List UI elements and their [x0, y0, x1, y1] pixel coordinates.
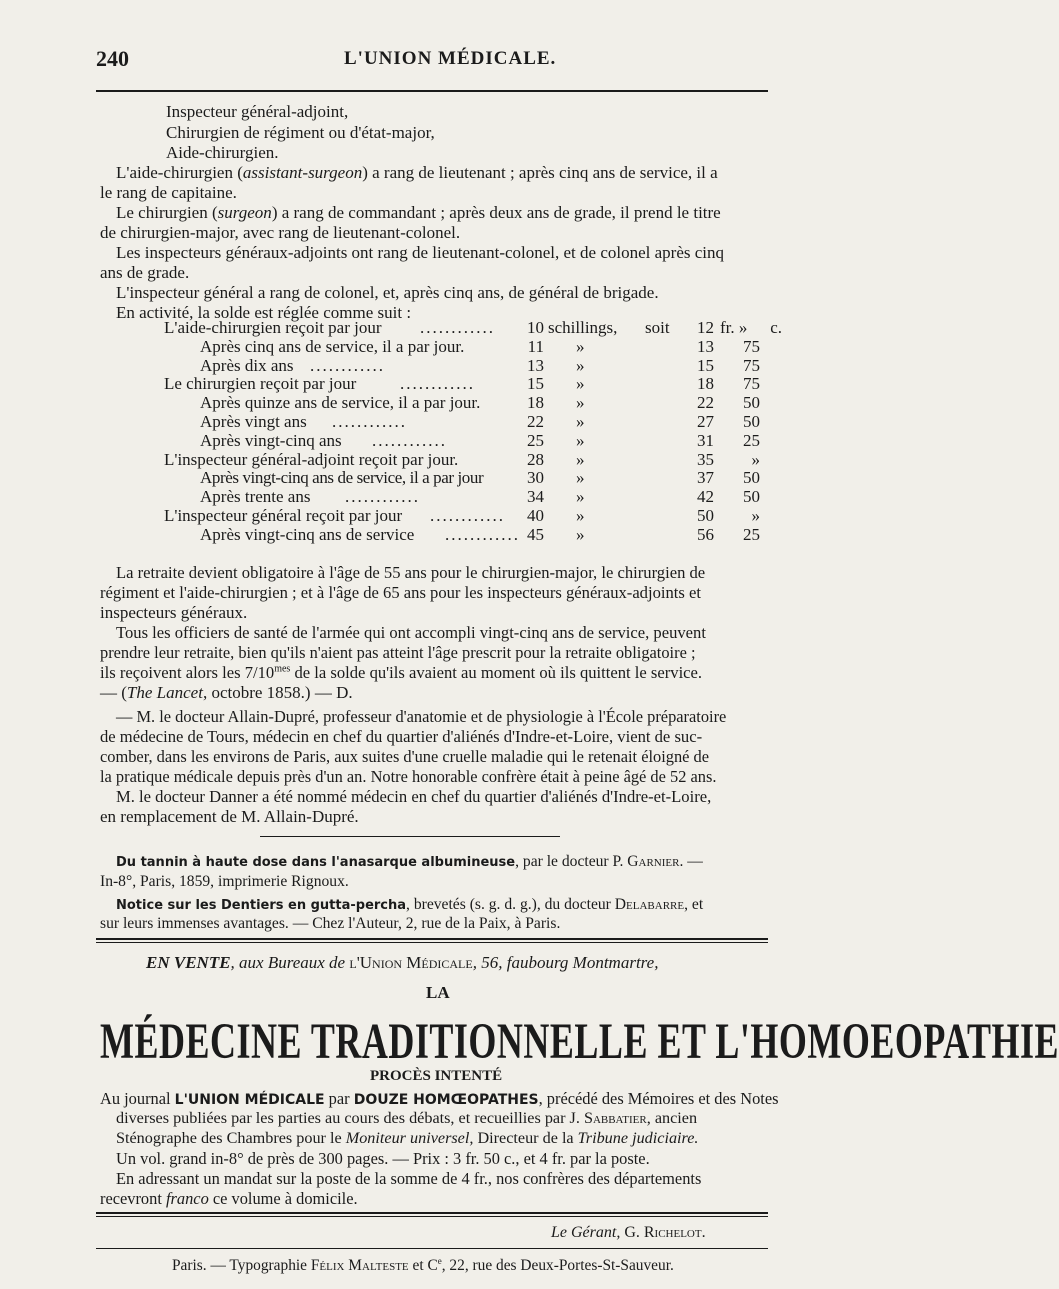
shillings-value: 34	[527, 487, 544, 507]
text-line: En activité, la solde est réglée comme suit :	[116, 303, 412, 322]
text-line: en remplacement de M. Allain-Dupré.	[100, 807, 359, 826]
francs-value: 12	[697, 318, 714, 337]
pay-row	[100, 431, 760, 450]
footer-rule	[96, 1248, 768, 1249]
text-line: In-8°, Paris, 1859, imprimerie Rignoux.	[100, 873, 349, 890]
francs-value: 31	[697, 430, 714, 450]
pay-row-label: Après cinq ans de service, il a par jour.	[200, 336, 465, 356]
pay-row-label: Après vingt-cinq ans	[200, 430, 342, 450]
text-line: ils reçoivent alors les $7/10^{mes}$ de la solde qu'ils avaient au moment où ils quittent le service.	[100, 663, 703, 682]
cents-value: 50	[743, 487, 760, 507]
text-line: le rang de capitaine.	[100, 183, 237, 202]
leader-dots: ............	[420, 318, 495, 337]
text-line: Sténographe des Chambres pour le Moniteur universel, Directeur de la Tribune judiciaire.	[116, 1129, 699, 1147]
leader-dots: ............	[332, 411, 407, 431]
text-line: comber, dans les environs de Paris, aux suites d'une cruelle maladie qui le retenait éloigné de	[100, 747, 710, 766]
pay-row-label: L'aide-chirurgien reçoit par jour	[164, 318, 382, 337]
leader-dots: ............	[372, 430, 447, 450]
double-rule-top	[96, 938, 768, 940]
pay-row-label: L'inspecteur général reçoit par jour	[164, 505, 403, 525]
shillings-value: 11	[527, 336, 544, 356]
pay-table	[100, 318, 782, 544]
francs-value: 22	[697, 393, 714, 413]
imprint: Paris. — Typographie Félix Malteste et Ce, 22, rue des Deux-Portes-St-Sauveur.	[172, 1256, 674, 1275]
shillings-value: 22	[527, 411, 544, 431]
pay-row	[100, 393, 760, 412]
pay-row-label: Après dix ans	[200, 355, 294, 375]
text-line: recevront franco ce volume à domicile.	[100, 1189, 358, 1208]
pay-row	[100, 450, 760, 469]
text-line: Les inspecteurs généraux-adjoints ont rang de lieutenant-colonel, et de colonel après cinq	[116, 243, 724, 262]
advert-line: EN VENTE, aux Bureaux de l'Union Médicale, 56, faubourg Montmartre,	[146, 953, 659, 972]
text-line: inspecteurs généraux.	[100, 603, 248, 622]
francs-value: 13	[697, 336, 714, 356]
text-line: prendre leur retraite, bien qu'ils n'aient pas atteint l'âge prescrit pour la retraite obligatoire ;	[100, 643, 696, 662]
text-line: — M. le docteur Allain-Dupré, professeur d'anatomie et de physiologie à l'École préparatoire	[116, 707, 727, 726]
francs-value: 37	[697, 468, 714, 488]
equivalence-word: soit	[645, 318, 670, 337]
text-line: Le chirurgien (surgeon) a rang de commandant ; après deux ans de grade, il prend le titre	[116, 203, 721, 222]
leader-dots: ............	[445, 524, 520, 544]
shillings-value: 28	[527, 449, 544, 469]
shillings-unit: »	[576, 524, 585, 544]
text-line: — (The Lancet, octobre 1858.) — D.	[100, 683, 353, 702]
shillings-unit: »	[576, 505, 585, 525]
cents-value: 25	[743, 430, 760, 450]
cents-value: 50	[743, 468, 760, 488]
text-line: Inspecteur général-adjoint,	[166, 102, 349, 121]
text-line: Au journal L'UNION MÉDICALE par DOUZE HOMŒOPATHES, précédé des Mémoires et des Notes	[100, 1089, 779, 1108]
shillings-value: 13	[527, 355, 544, 375]
pay-row	[100, 487, 760, 506]
pay-row	[100, 356, 760, 375]
pay-row	[100, 337, 760, 356]
text-line: de chirurgien-major, avec rang de lieutenant-colonel.	[100, 223, 461, 242]
section-rule	[260, 836, 560, 837]
book-notice: Notice sur les Dentiers en gutta-percha, brevetés (s. g. d. g.), du docteur Delabarre, et	[116, 896, 704, 913]
francs-unit: fr. »	[720, 318, 748, 337]
shillings-unit: »	[576, 393, 585, 413]
text-line: sur leurs immenses avantages. — Chez l'Auteur, 2, rue de la Paix, à Paris.	[100, 915, 561, 932]
pay-row-label: Après vingt-cinq ans de service	[200, 524, 415, 544]
shillings-unit: »	[576, 411, 585, 431]
shillings-unit: »	[576, 468, 585, 488]
advert-title: MÉDECINE TRADITIONNELLE ET L'HOMOEOPATHIE	[100, 1013, 1059, 1070]
shillings-unit: schillings,	[548, 318, 618, 337]
cents-value: 75	[743, 336, 760, 356]
pay-row	[100, 374, 760, 393]
cents-value: 50	[743, 393, 760, 413]
text-line: La retraite devient obligatoire à l'âge de 55 ans pour le chirurgien-major, le chirurgien de	[116, 563, 706, 582]
page-header	[96, 46, 766, 76]
advert-subtitle: PROCÈS INTENTÉ	[370, 1068, 503, 1084]
text-line: ans de grade.	[100, 263, 190, 282]
francs-value: 50	[697, 505, 714, 525]
pay-row-label: Le chirurgien reçoit par jour	[164, 374, 357, 394]
cents-value: 25	[743, 524, 760, 544]
text-line: diverses publiées par les parties au cours des débats, et recueillies par J. Sabbatier, ancien	[116, 1109, 698, 1127]
francs-value: 15	[697, 355, 714, 375]
pay-row-label: L'inspecteur général-adjoint reçoit par jour.	[164, 449, 459, 469]
shillings-unit: »	[576, 449, 585, 469]
book-notice: Du tannin à haute dose dans l'anasarque albumineuse, par le docteur P. Garnier. —	[116, 853, 703, 870]
text-line: L'aide-chirurgien (assistant-surgeon) a rang de lieutenant ; après cinq ans de service, il a	[116, 163, 718, 182]
shillings-unit: »	[576, 487, 585, 507]
text-line: de médecine de Tours, médecin en chef du quartier d'aliénés d'Indre-et-Loire, vient de suc-	[100, 727, 703, 746]
pay-row-label: Après vingt-cinq ans de service, il a par jour	[200, 468, 484, 488]
leader-dots: ............	[400, 374, 475, 394]
cents-value: 75	[743, 374, 760, 394]
shillings-value: 40	[527, 505, 544, 525]
cents-value: »	[751, 505, 760, 525]
text-line: En adressant un mandat sur la poste de la somme de 4 fr., nos confrères des départements	[116, 1169, 702, 1188]
shillings-value: 45	[527, 524, 544, 544]
text-line: Un vol. grand in-8° de près de 300 pages. — Prix : 3 fr. 50 c., et 4 fr. par la poste.	[116, 1149, 650, 1168]
francs-value: 18	[697, 374, 714, 394]
francs-value: 27	[697, 411, 714, 431]
shillings-value: 10	[527, 318, 544, 337]
cents-value: »	[751, 449, 760, 469]
advert-rule-top	[96, 1212, 768, 1214]
pay-row	[100, 412, 760, 431]
shillings-value: 15	[527, 374, 544, 394]
shillings-unit: »	[576, 355, 585, 375]
pay-row-label: Après quinze ans de service, il a par jour.	[200, 393, 481, 413]
leader-dots: ............	[345, 487, 420, 507]
leader-dots: ............	[430, 505, 505, 525]
pay-row-label: Après trente ans	[200, 487, 311, 507]
advert-rule-bottom	[96, 1216, 768, 1217]
cents-value: c.	[770, 318, 782, 337]
pay-row	[100, 318, 782, 337]
text-line: Tous les officiers de santé de l'armée qui ont accompli vingt-cinq ans de service, peuvent	[116, 623, 706, 642]
text-line: M. le docteur Danner a été nommé médecin en chef du quartier d'aliénés d'Indre-et-Loire,	[116, 787, 712, 806]
text-line: Chirurgien de régiment ou d'état-major,	[166, 123, 435, 142]
shillings-value: 25	[527, 430, 544, 450]
francs-value: 35	[697, 449, 714, 469]
cents-value: 50	[743, 411, 760, 431]
page-number: 240	[96, 46, 129, 71]
shillings-value: 18	[527, 393, 544, 413]
text-line: régiment et l'aide-chirurgien ; et à l'âge de 65 ans pour les inspecteurs généraux-adjoints et	[100, 583, 701, 602]
shillings-unit: »	[576, 430, 585, 450]
cents-value: 75	[743, 355, 760, 375]
gerant-signature: Le Gérant, G. Richelot.	[551, 1224, 706, 1241]
header-rule	[96, 90, 768, 92]
text-line: Aide-chirurgien.	[166, 143, 279, 162]
text-line: L'inspecteur général a rang de colonel, et, après cinq ans, de général de brigade.	[116, 283, 659, 302]
francs-value: 42	[697, 487, 714, 507]
running-title: L'UNION MÉDICALE.	[344, 48, 557, 69]
shillings-unit: »	[576, 374, 585, 394]
pay-row-label: Après vingt ans	[200, 411, 307, 431]
text-line: la pratique médicale depuis près d'un an. Notre honorable confrère était à peine âgé de 52 ans.	[100, 767, 717, 786]
shillings-unit: »	[576, 336, 585, 356]
shillings-value: 30	[527, 468, 544, 488]
pay-row	[100, 468, 760, 487]
pay-row	[100, 525, 760, 544]
double-rule-bottom	[96, 942, 768, 943]
advert-la: LA	[426, 983, 450, 1002]
francs-value: 56	[697, 524, 714, 544]
pay-row	[100, 506, 760, 525]
leader-dots: ............	[310, 355, 385, 375]
